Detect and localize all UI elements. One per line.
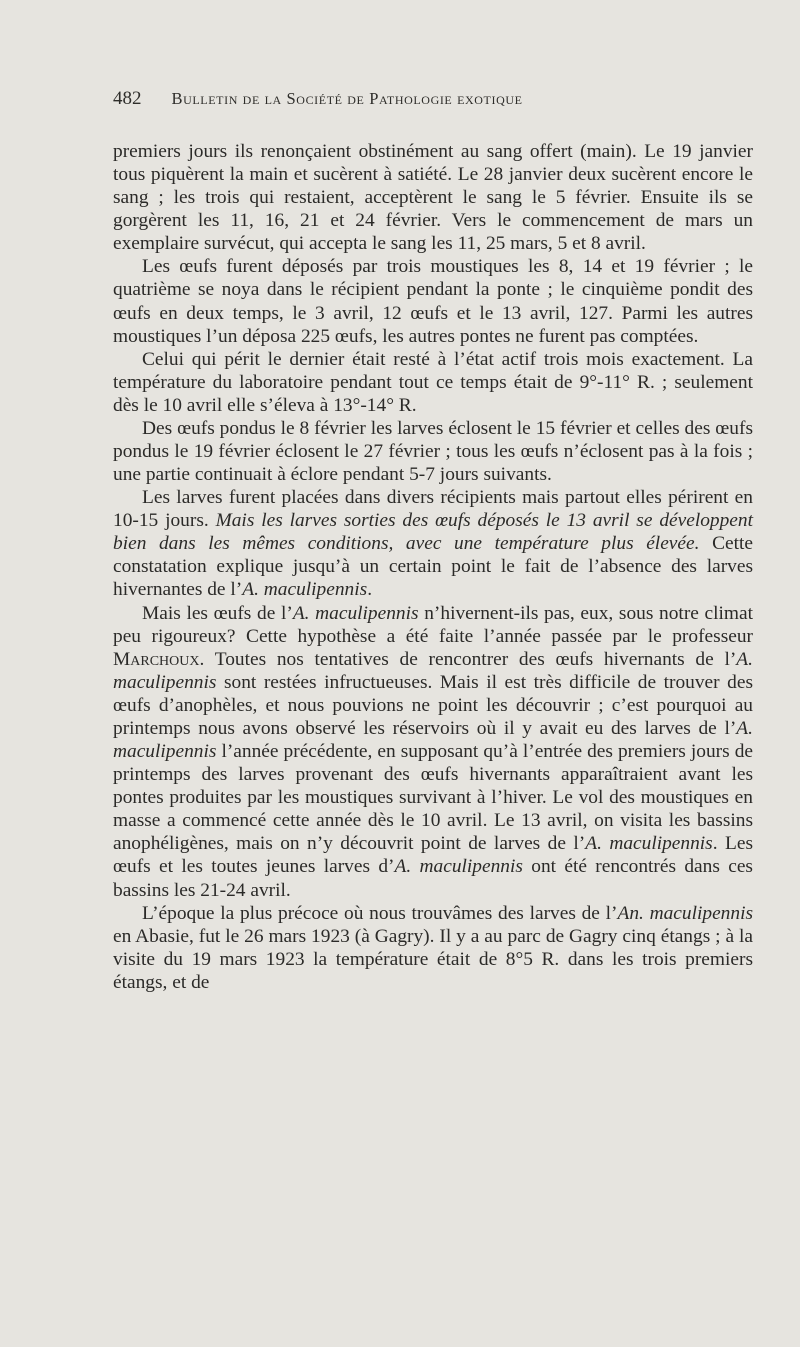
paragraph [113,902,753,994]
text-run: L’époque la plus précoce où nous trouvâmes des larves de l’ [142,902,618,924]
italic-run: Mais les larves sorties des œufs déposés le 13 avril se développent bien dans les mêmes conditions, avec une température plus élevée. [113,510,753,555]
text-run: . Toutes nos tentatives de rencontrer des œufs hivernants de l’ [199,648,737,670]
text-run: n’hivernent-ils pas, eux, sous notre climat peu rigoureux? Cette hypothèse a été faite l’année passée par le professeur [113,602,754,647]
italic-run: A. maculipennis [113,717,753,763]
text-run: l’année précédente, en supposant qu’à l’entrée des premiers jours de printemps des larves provenant des œufs hivernants apparaîtraient avant les pontes produites par les moustiques survivant à l’hiver. Le vol des moustiques en masse a commencé cette année dès le 10 avril. Le 13 avril, on visita les bassins anophéligènes, mais on n’y découvrit point de larves de l’ [113,741,753,855]
paragraph [113,348,753,417]
text-run: Mais les œufs de l’ [142,602,293,624]
paragraph [113,486,753,601]
italic-run: A. maculipennis [394,856,523,878]
paragraph [113,140,753,255]
text-run: Les larves furent placées dans divers récipients mais partout elles périrent en 10-15 jours. [113,487,753,532]
italic-run: A. maculipennis [292,602,419,624]
text-run: premiers jours ils renonçaient obstinément au sang offert (main). Le 19 janvier tous piquèrent la main et sucèrent à satiété. Le 28 janvier deux sucèrent encore le sang ; les trois qui restaient, acceptèrent le sang le 5 février. Ensuite ils se gorgèrent les 11, 16, 21 et 24 février. Vers le commencement de mars un exemplaire survécut, qui accepta le sang les 11, 25 mars, 5 et 8 avril. [113,141,753,255]
text-run: Celui qui périt le dernier était resté à l’état actif trois mois exactement. La température du laboratoire pendant tout ce temps était de 9°-11° R. ; seulement dès le 10 avril elle s’éleva à 13°-14° R. [113,348,753,416]
paragraph [113,602,753,902]
text-run: ont été rencontrés dans ces bassins les 21-24 avril. [113,856,753,901]
running-header [113,88,673,110]
text-run: en Abasie, fut le 26 mars 1923 (à Gagry). Il y a au parc de Gagry cinq étangs ; à la visite du 19 mars 1923 la température était de 8°5 R. dans les trois premiers étangs, et de [113,925,753,993]
text-run: . [367,579,373,601]
italic-run: An. maculipennis [617,902,754,924]
running-title: Bulletin de la Société de Pathologie exotique [171,89,523,108]
small-caps-run: Marchoux [113,648,200,670]
text-run: sont restées infructueuses. Mais il est très difficile de trouver des œufs d’anophèles, et nous pouvions ne point les découvrir ; c’est pourquoi au printemps nous avons observé les réservoirs où il y avait eu des larves de l’ [113,671,753,739]
page-number: 482 [113,88,142,109]
italic-run: A. maculipennis [242,579,368,601]
paragraph [113,255,753,347]
italic-run: A. maculipennis [113,648,753,693]
body-text [113,140,753,994]
paragraph [113,417,753,486]
text-run: Des œufs pondus le 8 février les larves éclosent le 15 février et celles des œufs pondus le 19 février éclosent le 27 février ; tous les œufs n’éclosent pas à la fois ; une partie continuait à éclore pendant 5-7 jours suivants. [113,417,753,486]
text-run: Cette constatation explique jusqu’à un certain point le fait de l’absence des larves hivernantes de l’ [113,533,753,601]
text-run: . Les œufs et les toutes jeunes larves d’ [113,833,753,878]
italic-run: A. maculipennis [585,833,713,855]
text-run: Les œufs furent déposés par trois moustiques les 8, 14 et 19 février ; le quatrième se noya dans le récipient pendant la ponte ; le cinquième pondit des œufs en deux temps, le 3 avril, 12 œufs et le 13 avril, 127. Parmi les autres moustiques l’un déposa 225 œufs, les autres pontes ne furent pas comptées. [113,256,753,347]
